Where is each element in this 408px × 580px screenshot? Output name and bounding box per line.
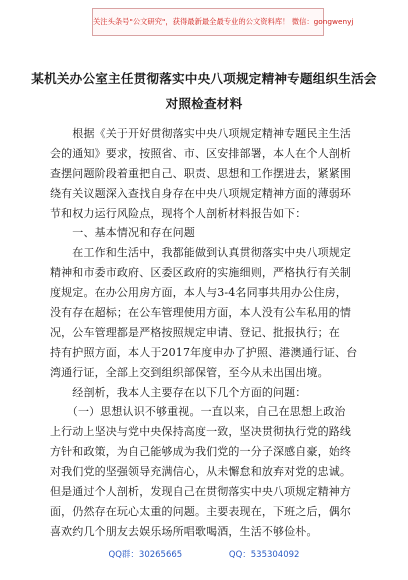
body-line: 在工作和生活中，我都能做到认真贯彻落实中央八项规定 (50, 246, 352, 260)
body-line: 喜欢约几个朋友去娱乐场所唱歌喝酒，生活不够俭朴。 (50, 524, 318, 538)
body-line: 况，公车管理都是严格按照规定申请、登记、批报执行；在 (50, 325, 340, 339)
body-line: 没有存在超标；在公车管理使用方面，本人没有公车私用的情 (50, 306, 352, 320)
body-line: 绕有关议题深入查找自身存在中央八项规定精神方面的薄弱环 (50, 186, 352, 200)
body-line: 面，仍然存在玩心太重的问题。主要表现在，下班之后，偶尔 (50, 504, 352, 518)
document-subtitle: 对照检查材料 (165, 96, 243, 111)
document-title: 某机关办公室主任贯彻落实中央八项规定精神专题组织生活会 (31, 71, 377, 86)
body-line: 节和权力运行风险点，现将个人剖析材料报告如下： (50, 206, 307, 220)
body-line: 精神和市委市政府、区委区政府的实施细则，严格执行有关制 (50, 266, 352, 280)
body-line: 方针和政策，为自己能够成为我们党的一分子深感自豪，始终 (50, 445, 352, 459)
footer-contact (0, 548, 408, 560)
header-banner: 关注头条号"公文研究"，获得最新最全最专业的公文资料库！ 微信：gongwenyj (92, 8, 324, 36)
body-line: 湾通行证，全部上交到组织部保管，至今从未出国出境。 (50, 365, 329, 379)
body-line: 查摆问题阶段着重把自己、职责、思想和工作摆进去，紧紧围 (50, 166, 352, 180)
body-line: 持有护照方面，本人于2017年度申办了护照、港澳通行证、台 (50, 345, 358, 359)
body-line: （一）思想认识不够重视。一直以来，自己在思想上政治 (50, 405, 346, 419)
body-line: 会的通知》要求，按照省、市、区安排部署，本人在个人剖析 (50, 146, 352, 160)
footer-qq-group: QQ群：30265665 (108, 550, 183, 560)
body-line: 根据《关于开好贯彻落实中央八项规定精神专题民主生活 (50, 127, 352, 140)
section-heading: 一、基本情况和存在问题 (50, 226, 195, 240)
body-line: 上行动上坚决与党中央保持高度一致，坚决贯彻执行党的路线 (50, 425, 352, 439)
body-line: 度规定。在办公用房方面，本人与3-4名同事共用办公住房， (50, 286, 347, 300)
document-body (50, 124, 362, 542)
body-line: 但是通过个人剖析，发现自己在贯彻落实中央八项规定精神方 (50, 485, 352, 499)
body-line: 经剖析，我本人主要存在以下几个方面的问题： (50, 385, 307, 399)
body-line: 对我们党的坚强领导充满信心，从未懈怠和放弃对党的忠诚。 (50, 465, 352, 479)
footer-qq: QQ：535304092 (228, 550, 300, 560)
